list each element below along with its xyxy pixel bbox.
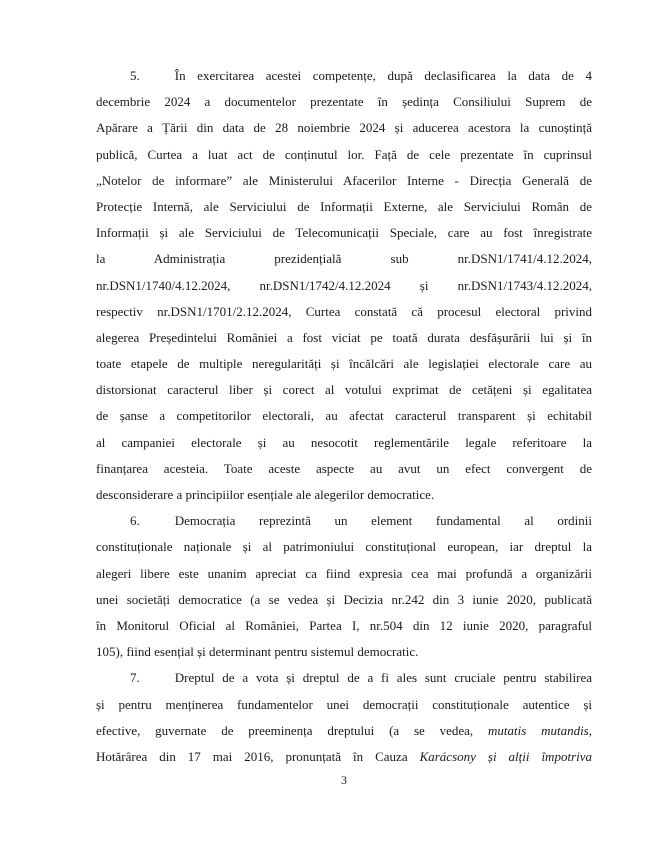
text-line xyxy=(96,718,592,744)
text-run: 105), fiind esențial și determinant pentru sistemul democratic. xyxy=(96,644,419,660)
text-line xyxy=(96,115,592,141)
text-line xyxy=(96,89,592,115)
text-line xyxy=(96,194,592,220)
text-run: finanțarea acesteia. Toate aceste aspecte au avut un efect convergent de xyxy=(96,460,592,476)
text-run: În exercitarea acestei competențe, după declasificarea la data de 4 xyxy=(174,68,592,83)
text-run: Protecție Internă, ale Serviciului de Informații Externe, ale Serviciului Român de xyxy=(96,198,592,214)
text-line xyxy=(96,351,592,377)
text-line xyxy=(96,168,592,194)
paragraph xyxy=(96,665,592,770)
text-line xyxy=(96,299,592,325)
text-line xyxy=(96,63,592,89)
text-line xyxy=(96,665,592,691)
text-run: și pentru menținerea fundamentelor unei democrații constituționale autentice și xyxy=(96,696,592,712)
text-run: publică, Curtea a luat act de conținutul lor. Față de cele prezentate în cuprinsul xyxy=(96,146,592,162)
text-run: respectiv nr.DSN1/1701/2.12.2024, Curtea constată că procesul electoral privind xyxy=(96,303,592,319)
text-run: Democrația reprezintă un element fundamental al ordinii xyxy=(174,513,592,529)
text-run: al campaniei electorale și au nesocotit reglementările legale referitoare la xyxy=(96,434,592,450)
text-run: efective, guvernate de preeminența dreptului (a se vedea, xyxy=(96,722,488,738)
tab-spacer xyxy=(140,524,175,525)
first-line-indent xyxy=(96,681,130,682)
text-run: Hotărârea din 17 mai 2016, pronunțată în Cauza xyxy=(96,748,420,764)
text-run: Apărare a Țării din data de 28 noiembrie 2024 și aducerea acestora la cunoștință xyxy=(96,120,592,136)
tab-spacer xyxy=(140,79,175,80)
text-run: constituționale naționale și al patrimoniului constituțional european, iar dreptul la xyxy=(96,539,592,555)
text-line xyxy=(96,246,592,272)
text-line xyxy=(96,403,592,429)
text-run: în Monitorul Oficial al României, Partea I, nr.504 din 12 iunie 2020, paragraful xyxy=(96,617,592,633)
text-line xyxy=(96,273,592,299)
text-line xyxy=(96,377,592,403)
text-line xyxy=(96,744,592,770)
text-run: alegerea Președintelui României a fost viciat pe toată durata desfășurării lui și în xyxy=(96,329,592,345)
text-run: alegeri libere este unanim apreciat ca fiind expresia cea mai profundă a organizării xyxy=(96,565,592,581)
italic-text-run: Karácsony și alții împotriva xyxy=(419,748,592,764)
paragraph xyxy=(96,508,592,665)
text-run: Dreptul de a vota și dreptul de a fi ales sunt cruciale pentru stabilirea xyxy=(174,670,592,686)
text-run: unei societăți democratice (a se vedea și Decizia nr.242 din 3 iunie 2020, publicată xyxy=(96,591,592,607)
text-line xyxy=(96,561,592,587)
first-line-indent xyxy=(96,524,130,525)
italic-text-run: mutatis mutandis, xyxy=(487,722,592,738)
text-line xyxy=(96,325,592,351)
page-number: 3 xyxy=(341,773,347,787)
text-run: la Administrația prezidențială sub nr.DSN1/1741/4.12.2024, xyxy=(96,251,592,267)
text-run: desconsiderare a principiilor esențiale ale alegerilor democratice. xyxy=(96,487,435,502)
paragraph-number: 7. xyxy=(130,670,140,686)
text-run: Informații și ale Serviciului de Telecomunicații Speciale, care au fost înregistrate xyxy=(96,225,592,241)
text-line xyxy=(96,587,592,613)
tab-spacer xyxy=(140,681,175,682)
text-line xyxy=(96,508,592,534)
text-line xyxy=(96,142,592,168)
text-line xyxy=(96,534,592,560)
text-run: nr.DSN1/1740/4.12.2024, nr.DSN1/1742/4.12.2024 și nr.DSN1/1743/4.12.2024, xyxy=(96,277,592,293)
paragraph-number: 5. xyxy=(130,68,140,83)
text-line xyxy=(96,692,592,718)
text-run: decembrie 2024 a documentelor prezentate în ședința Consiliului Suprem de xyxy=(96,94,592,110)
text-run: toate etapele de multiple neregularități și încălcări ale legislației electorale care au xyxy=(96,356,592,372)
paragraph xyxy=(96,63,592,508)
first-line-indent xyxy=(96,79,130,80)
text-line xyxy=(96,639,592,665)
document-body xyxy=(96,63,592,770)
text-line xyxy=(96,220,592,246)
text-line xyxy=(96,456,592,482)
text-line xyxy=(96,430,592,456)
text-run: distorsionat caracterul liber și corect al votului exprimat de cetățeni și egalitatea xyxy=(96,382,592,398)
text-run: „Notelor de informare” ale Ministerului Afacerilor Interne - Direcția Generală de xyxy=(96,172,592,188)
paragraph-number: 6. xyxy=(130,513,140,529)
text-line xyxy=(96,482,592,508)
text-line xyxy=(96,613,592,639)
text-run: de șanse a competitorilor electorali, au afectat caracterul transparent și echitabil xyxy=(96,408,592,424)
